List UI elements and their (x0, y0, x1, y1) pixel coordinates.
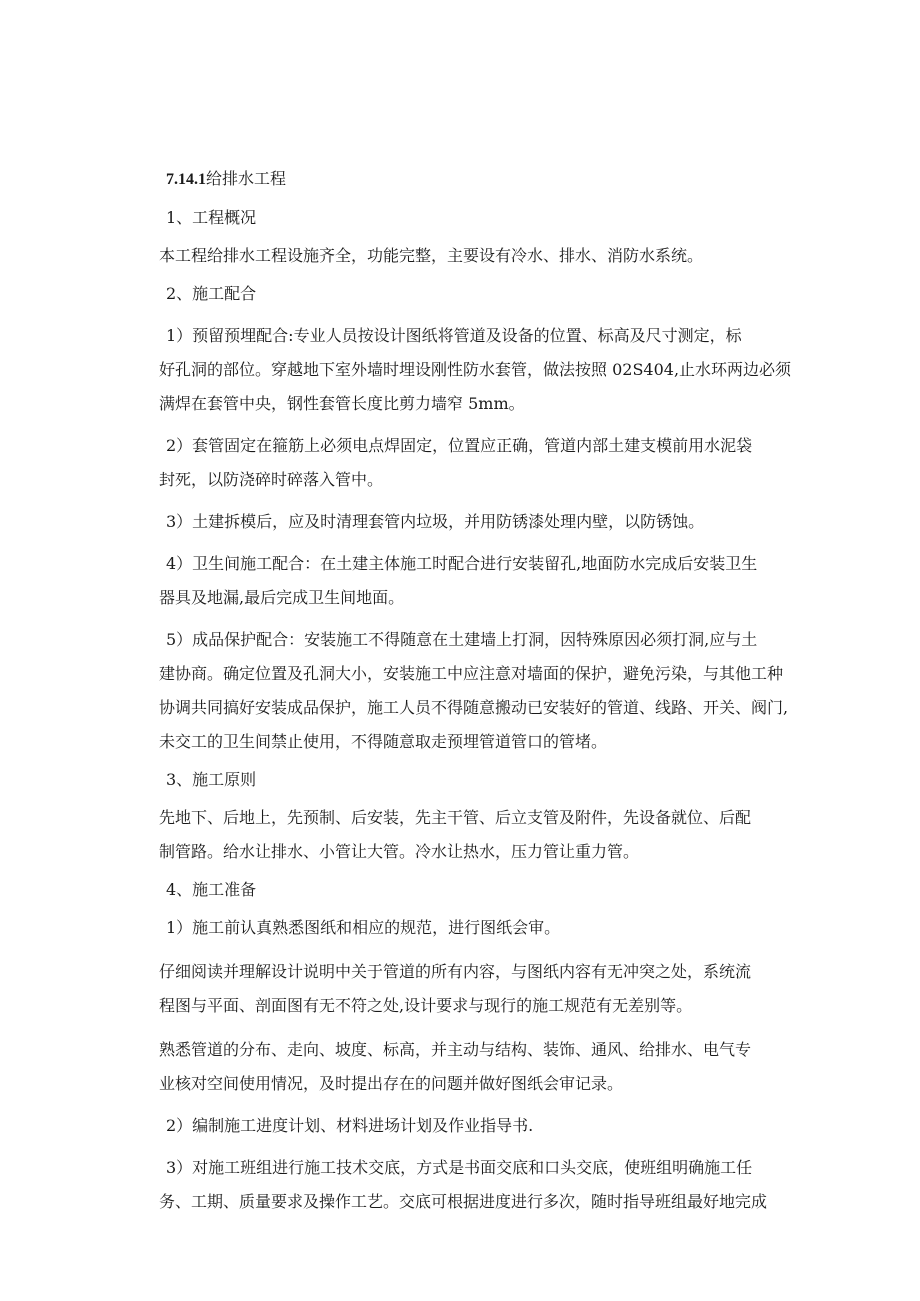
text-line: 2）套管固定在箍筋上必须电点焊固定，位置应正确，管道内部土建支模前用水泥袋 (166, 436, 753, 455)
text-line: 3、施工原则 (166, 770, 257, 789)
section-title: 给排水工程 (206, 169, 287, 188)
text-line: 未交工的卫生间禁止使用，不得随意取走预埋管道管口的管堵。 (159, 732, 608, 751)
text-line: 1）施工前认真熟悉图纸和相应的规范，进行图纸会审。 (166, 918, 561, 937)
text-line: 先地下、后地上，先预制、后安装，先主干管、后立支管及附件，先设备就位、后配 (159, 808, 752, 827)
text-line: 仔细阅读并理解设计说明中关于管道的所有内容，与图纸内容有无冲突之处，系统流 (159, 962, 752, 981)
section-number: 7.14.1 (166, 171, 206, 188)
paragraph-list (159, 201, 796, 1219)
document-body (159, 162, 796, 1219)
paragraph (166, 911, 796, 945)
paragraph (166, 763, 796, 797)
text-line: 协调共同搞好安装成品保护，施工人员不得随意搬动已安装好的管道、线路、开关、阀门, (159, 698, 789, 717)
text-line: 封死，以防浇碎时碎落入管中。 (159, 470, 384, 489)
text-line: 3）土建拆模后，应及时清理套管内垃圾，并用防锈漆处理内壁，以防锈蚀。 (166, 512, 705, 531)
text-line: 建协商。确定位置及孔洞大小，安装施工中应注意对墙面的保护，避免污染，与其他工种 (159, 664, 784, 683)
text-line: 器具及地漏,最后完成卫生间地面。 (159, 588, 405, 607)
paragraph (166, 1109, 796, 1143)
text-line: 本工程给排水工程设施齐全，功能完整，主要设有冷水、排水、消防水系统。 (159, 246, 704, 265)
paragraph (159, 239, 796, 273)
text-line: 程图与平面、剖面图有无不符之处,设计要求与现行的施工规范有无差别等。 (159, 996, 693, 1015)
text-line: 1、工程概况 (166, 208, 257, 227)
text-line: 2、施工配合 (166, 284, 257, 303)
paragraph (166, 873, 796, 907)
text-line: 1）预留预埋配合:专业人员按设计图纸将管道及设备的位置、标高及尺寸测定，标 (166, 326, 742, 345)
text-line: 制管路。给水让排水、小管让大管。冷水让热水，压力管让重力管。 (159, 842, 640, 861)
paragraph (166, 505, 796, 539)
text-line: 2）编制施工进度计划、材料进场计划及作业指导书. (166, 1116, 534, 1135)
text-line: 3）对施工班组进行施工技术交底，方式是书面交底和口头交底，使班组明确施工任 (166, 1158, 753, 1177)
text-line: 好孔洞的部位。穿越地下室外墙时埋设刚性防水套管，做法按照 02S404,止水环两边必须 (159, 360, 792, 379)
text-line: 务、工期、质量要求及操作工艺。交底可根据进度进行多次，随时指导班组最好地完成 (159, 1192, 768, 1211)
text-line: 业核对空间使用情况，及时提出存在的问题并做好图纸会审记录。 (159, 1074, 624, 1093)
text-line: 4）卫生间施工配合：在土建主体施工时配合进行安装留孔,地面防水完成后安装卫生 (166, 554, 758, 573)
paragraph (166, 277, 796, 311)
paragraph (159, 547, 796, 615)
paragraph (159, 1033, 796, 1101)
text-line: 5）成品保护配合：安装施工不得随意在土建墙上打洞，因特殊原因必须打洞,应与土 (166, 630, 758, 649)
paragraph (159, 955, 796, 1023)
text-line: 4、施工准备 (166, 880, 257, 899)
paragraph (159, 623, 796, 759)
text-line: 满焊在套管中央，钢性套管长度比剪力墙窄 5mm。 (159, 394, 525, 413)
paragraph (159, 429, 796, 497)
text-line: 熟悉管道的分布、走向、坡度、标高，并主动与结构、装饰、通风、给排水、电气专 (159, 1040, 752, 1059)
paragraph (159, 801, 796, 869)
paragraph (159, 319, 796, 421)
paragraph (166, 201, 796, 235)
section-heading (166, 162, 796, 197)
paragraph (159, 1151, 796, 1219)
